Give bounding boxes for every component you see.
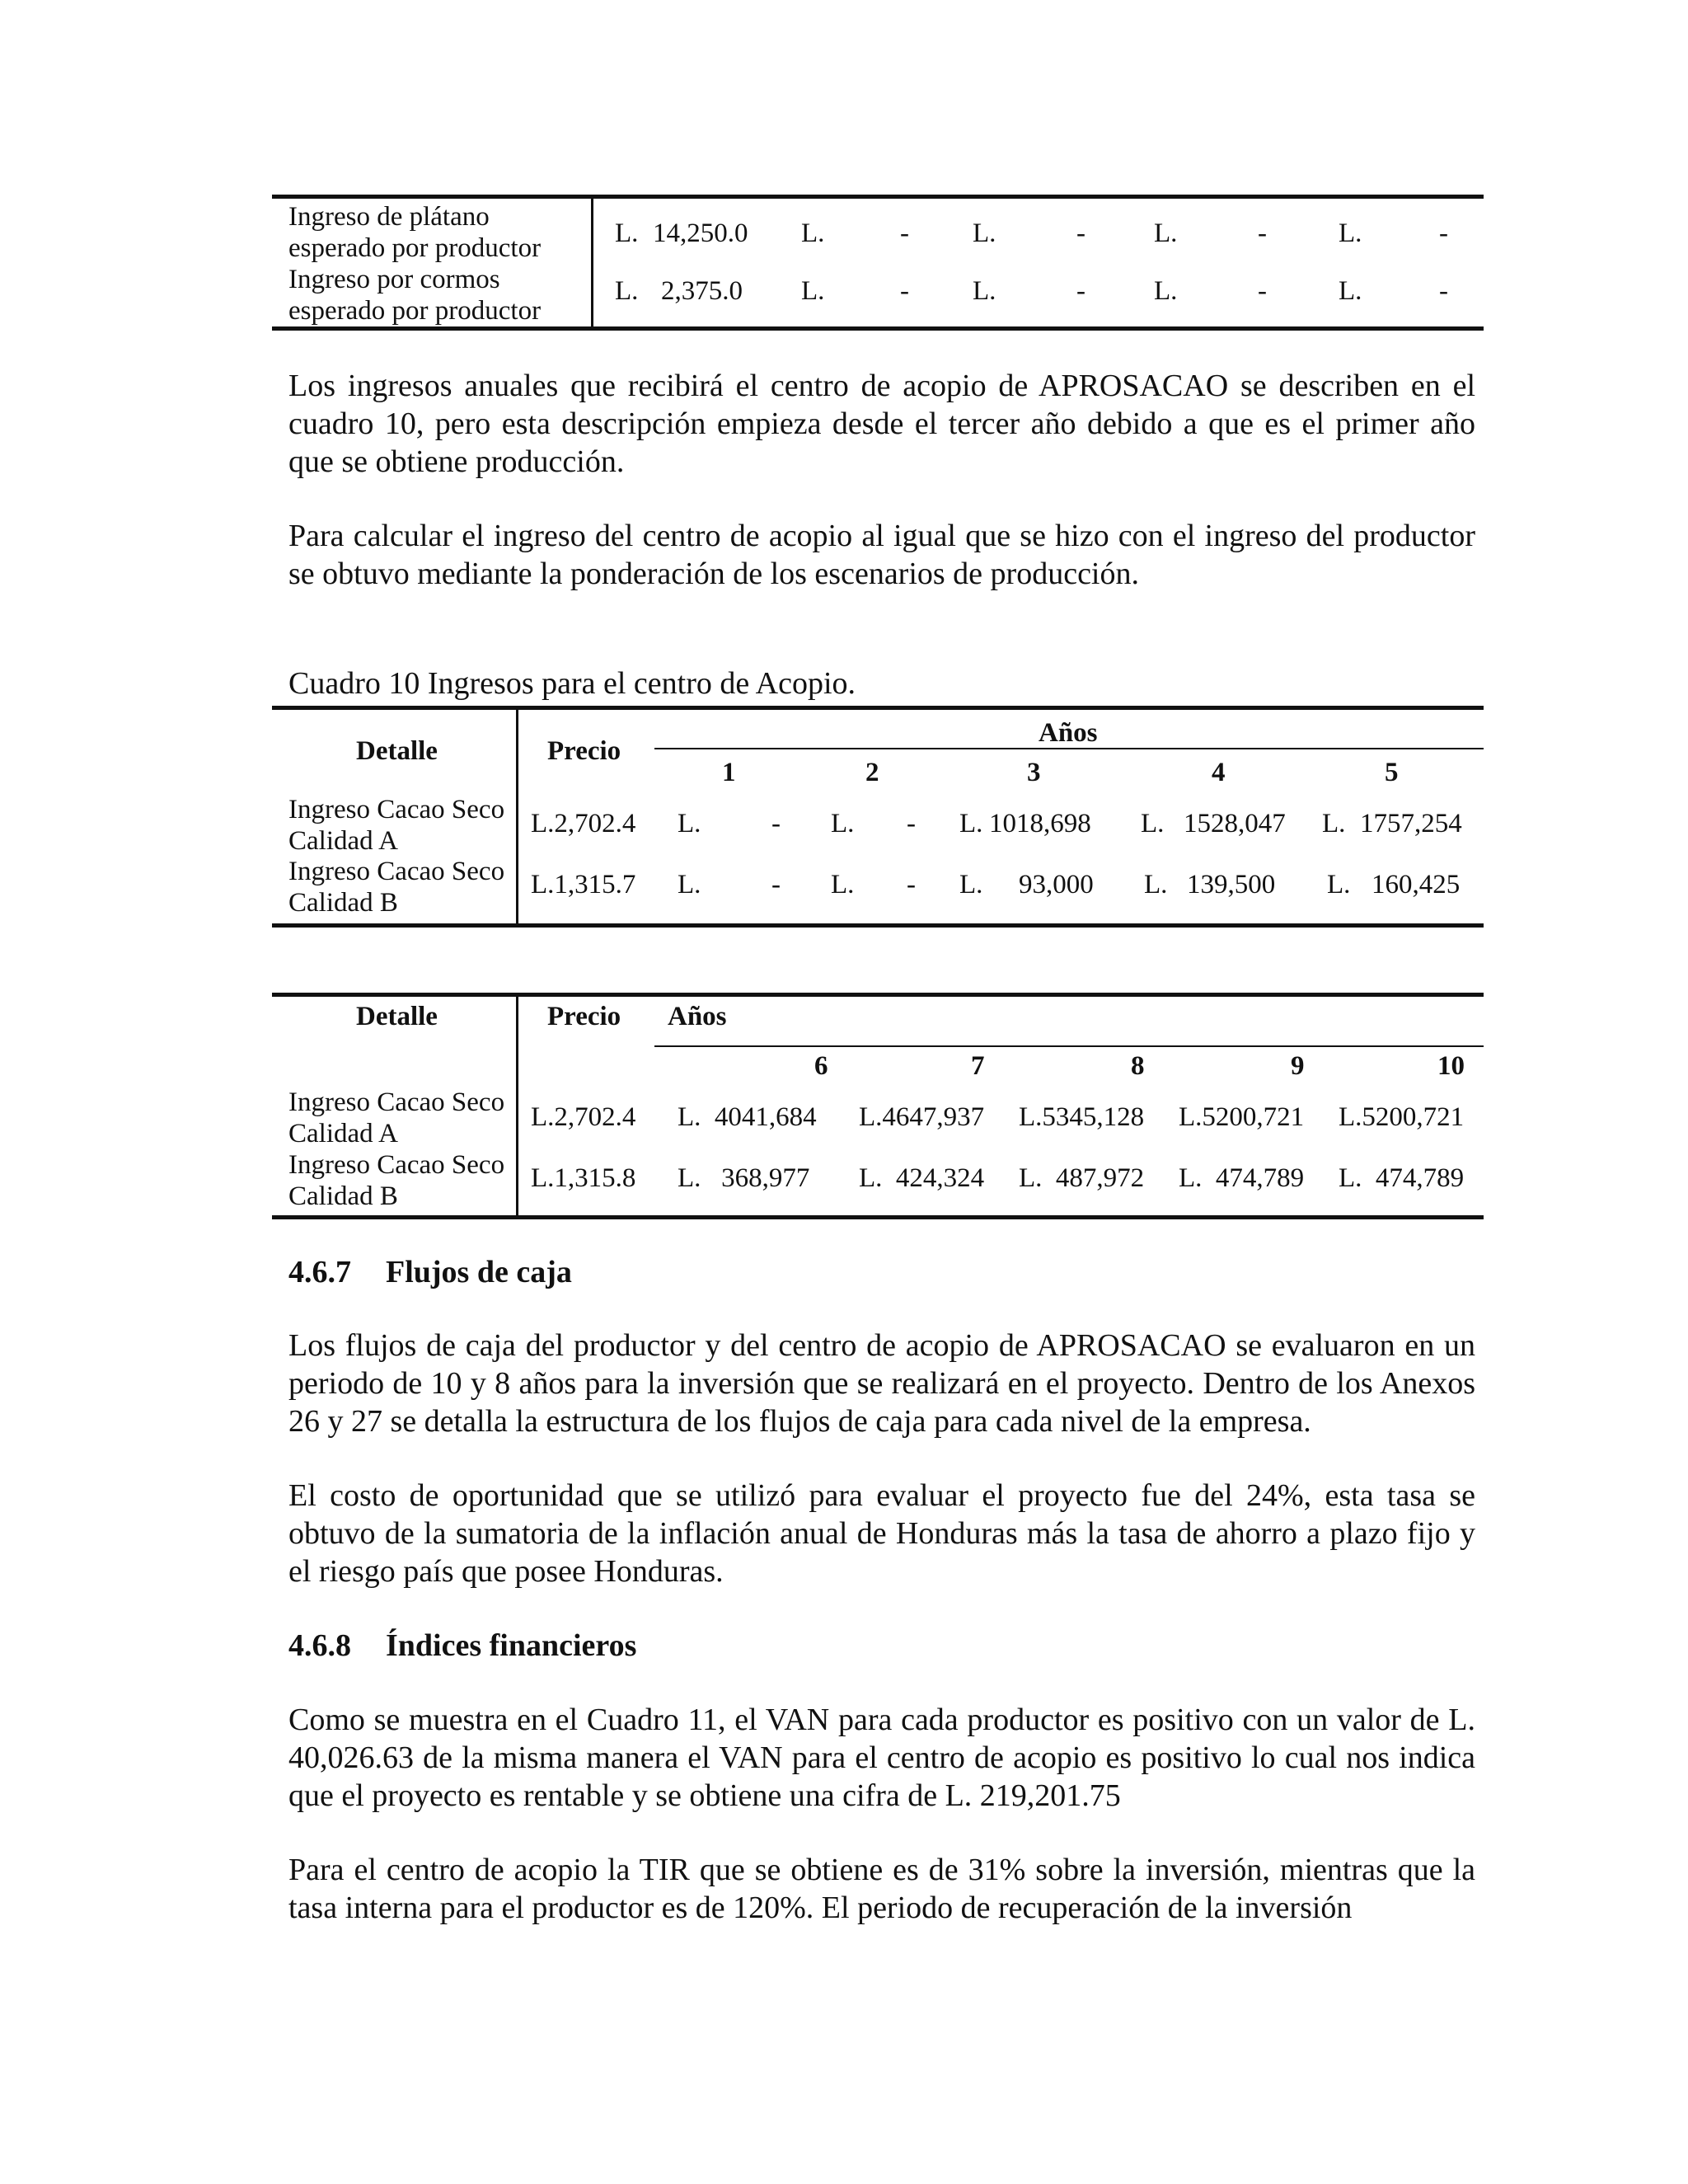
cuadro10-rowA-val-3: 1018,698 (989, 809, 1091, 838)
top-row1-cur-1: L. (615, 218, 639, 248)
top-row2-val-4: - (1258, 276, 1267, 306)
cuadro10b-rowB-label-2: Calidad B (288, 1181, 398, 1211)
paragraph-van: Como se muestra en el Cuadro 11, el VAN para cada productor es positivo con un valor de L. 40,026.63 de la misma manera el VAN para el centro de acopio es positivo lo cual nos indica que el proyecto es rentable y se obtiene una cifra de L. 219,201.75 (288, 1703, 1475, 1813)
cuadro10-rowB-label-1: Ingreso Cacao Seco (288, 857, 505, 886)
cuadro10b-rowA-val-6: L. 4041,684 (678, 1102, 817, 1132)
top-row2-label-2: esperado por productor (288, 296, 542, 326)
section-heading-flujos-de-caja (288, 1253, 572, 1291)
section-number-468: 4.6.8 (288, 1628, 351, 1663)
top-row1-cur-4: L. (1154, 218, 1178, 248)
cuadro10-rowA-cur-3: L. (959, 809, 983, 838)
cuadro10b-year-9: 9 (1291, 1051, 1305, 1081)
section-title-468: Índices financieros (386, 1628, 637, 1663)
cuadro10b-rowA-val-7: L.4647,937 (859, 1102, 985, 1132)
section-title-467: Flujos de caja (386, 1255, 572, 1289)
cuadro10b-rowA-label-2: Calidad A (288, 1119, 398, 1148)
paragraph-calcular-ingreso: Para calcular el ingreso del centro de acopio al igual que se hizo con el ingreso del productor se obtuvo mediante la ponderación de los escenarios de producción. (288, 519, 1475, 591)
cuadro10-year-3: 3 (1027, 758, 1041, 787)
top-row1-val-2: - (900, 218, 909, 248)
cuadro10b-top-rule (272, 993, 1484, 997)
cuadro10b-year-8: 8 (1131, 1051, 1145, 1081)
top-row2-val-3: - (1076, 276, 1085, 306)
top-table-bottom-rule (272, 326, 1484, 331)
cuadro10b-year-6: 6 (814, 1051, 828, 1081)
top-row2-cur-4: L. (1154, 276, 1178, 306)
cuadro10-rowA-label-1: Ingreso Cacao Seco (288, 795, 505, 824)
top-row1-cur-3: L. (973, 218, 996, 248)
section-heading-indices-financieros (288, 1627, 636, 1665)
cuadro10b-rowB-precio: L.1,315.8 (531, 1163, 636, 1193)
cuadro10-rowB-cur-1: L. (678, 870, 701, 899)
cuadro10-rowB-cur-4: L. (1144, 870, 1168, 899)
top-row1-cur-2: L. (801, 218, 825, 248)
cuadro10-rowA-label-2: Calidad A (288, 826, 398, 856)
paragraph-ingresos-anuales: Los ingresos anuales que recibirá el centro de acopio de APROSACAO se describen en el cuadro 10, pero esta descripción empieza desde el tercer año debido a que es el primer año que se obtiene producción. (288, 369, 1475, 479)
cuadro10-rowB-cur-2: L. (831, 870, 855, 899)
cuadro10-rowA-val-4: 1528,047 (1184, 809, 1286, 838)
cuadro10-rowB-val-3: 93,000 (1019, 870, 1094, 899)
cuadro10-rowB-precio: L.1,315.7 (531, 870, 636, 899)
top-row1-val-1: 14,250.0 (653, 218, 748, 248)
cuadro10-rowA-precio: L.2,702.4 (531, 809, 636, 838)
paragraph-tir: Para el centro de acopio la TIR que se obtiene es de 31% sobre la inversión, mientras que la tasa interna para el productor es de 120%. El periodo de recuperación de la inversión (288, 1853, 1475, 1925)
top-table-divider (591, 196, 593, 328)
cuadro10b-rowB-val-9: L. 474,789 (1179, 1163, 1305, 1193)
cuadro10-rowA-cur-5: L. (1322, 809, 1346, 838)
top-row1-label-2: esperado por productor (288, 233, 542, 263)
top-row2-val-5: - (1439, 276, 1448, 306)
cuadro10-caption: Cuadro 10 Ingresos para el centro de Acopio. (288, 666, 856, 701)
cuadro10-rowB-val-4: 139,500 (1187, 870, 1276, 899)
top-row2-cur-3: L. (973, 276, 996, 306)
section-number-467: 4.6.7 (288, 1255, 351, 1289)
top-table-top-rule (272, 195, 1484, 199)
paragraph-flujos-de-caja: Los flujos de caja del productor y del centro de acopio de APROSACAO se evaluaron en un periodo de 10 y 8 años para la inversión que se realizará en el proyecto. Dentro de los Anexos 26 y 27 se detalla la estructura de los flujos de caja para cada nivel de la empresa. (288, 1328, 1475, 1439)
cuadro10b-rowB-val-6: L. 368,977 (678, 1163, 810, 1193)
cuadro10-year-5: 5 (1385, 758, 1399, 787)
top-row2-cur-1: L. (615, 276, 639, 306)
cuadro10b-year-7: 7 (971, 1051, 985, 1081)
cuadro10b-anos-rule (654, 1045, 1484, 1047)
cuadro10-rowB-cur-5: L. (1327, 870, 1351, 899)
cuadro10b-rowA-val-8: L.5345,128 (1019, 1102, 1145, 1132)
cuadro10-year-1: 1 (722, 758, 736, 787)
cuadro10b-rowA-precio: L.2,702.4 (531, 1102, 636, 1132)
cuadro10-rowB-label-2: Calidad B (288, 888, 398, 918)
cuadro10-top-rule (272, 706, 1484, 710)
cuadro10b-detalle-header: Detalle (356, 1002, 438, 1031)
top-row2-label-1: Ingreso por cormos (288, 265, 500, 294)
top-row2-val-1: 2,375.0 (661, 276, 743, 306)
cuadro10b-rowB-val-10: L. 474,789 (1339, 1163, 1465, 1193)
cuadro10-rowA-val-1: - (771, 809, 781, 838)
cuadro10-rowB-val-2: - (907, 870, 916, 899)
cuadro10b-anos-header: Años (668, 1002, 727, 1031)
cuadro10-rowA-cur-4: L. (1141, 809, 1165, 838)
cuadro10-rowA-cur-1: L. (678, 809, 701, 838)
top-row2-cur-5: L. (1339, 276, 1362, 306)
cuadro10b-rowA-label-1: Ingreso Cacao Seco (288, 1087, 505, 1117)
top-row1-val-4: - (1258, 218, 1267, 248)
cuadro10b-bottom-rule (272, 1215, 1484, 1219)
cuadro10b-rowA-val-10: L.5200,721 (1339, 1102, 1465, 1132)
top-row2-val-2: - (900, 276, 909, 306)
cuadro10b-year-10: 10 (1437, 1051, 1465, 1081)
cuadro10b-rowB-label-1: Ingreso Cacao Seco (288, 1150, 505, 1180)
top-row2-cur-2: L. (801, 276, 825, 306)
cuadro10-rowA-val-5: 1757,254 (1360, 809, 1462, 838)
cuadro10-rowB-cur-3: L. (959, 870, 983, 899)
cuadro10b-divider (516, 994, 518, 1217)
cuadro10-anos-header: Años (1039, 718, 1098, 748)
cuadro10b-rowA-val-9: L.5200,721 (1179, 1102, 1305, 1132)
cuadro10-rowB-val-1: - (771, 870, 781, 899)
cuadro10-bottom-rule (272, 923, 1484, 928)
cuadro10-precio-header: Precio (547, 736, 621, 766)
cuadro10-year-2: 2 (865, 758, 879, 787)
cuadro10-year-4: 4 (1212, 758, 1226, 787)
cuadro10-divider (516, 707, 518, 925)
cuadro10-rowB-val-5: 160,425 (1372, 870, 1461, 899)
cuadro10-detalle-header: Detalle (356, 736, 438, 766)
cuadro10b-rowB-val-7: L. 424,324 (859, 1163, 985, 1193)
paragraph-costo-oportunidad: El costo de oportunidad que se utilizó para evaluar el proyecto fue del 24%, esta tasa se obtuvo de la sumatoria de la inflación anual de Honduras más la tasa de ahorro a plazo fijo y el riesgo país que posee Honduras. (288, 1478, 1475, 1589)
top-row1-val-5: - (1439, 218, 1448, 248)
cuadro10b-rowB-val-8: L. 487,972 (1019, 1163, 1145, 1193)
cuadro10b-precio-header: Precio (547, 1002, 621, 1031)
cuadro10-rowA-val-2: - (907, 809, 916, 838)
top-row1-cur-5: L. (1339, 218, 1362, 248)
cuadro10-rowA-cur-2: L. (831, 809, 855, 838)
top-row1-val-3: - (1076, 218, 1085, 248)
top-row1-label-1: Ingreso de plátano (288, 202, 490, 232)
